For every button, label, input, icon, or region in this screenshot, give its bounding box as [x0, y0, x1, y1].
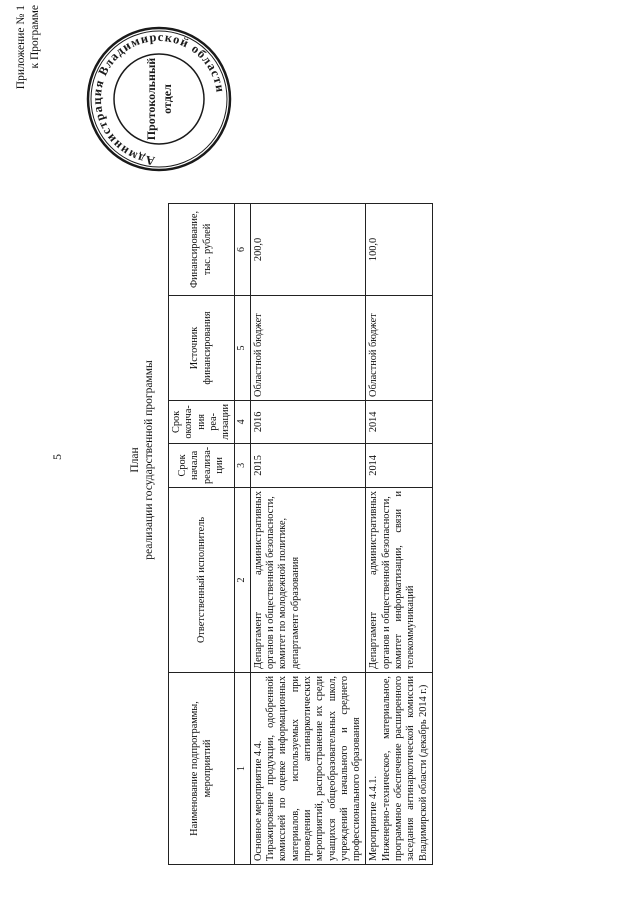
- funding-source: Областной бюджет: [250, 295, 366, 400]
- column-number: 5: [235, 295, 250, 400]
- start-year: 2014: [366, 443, 432, 487]
- start-year: 2015: [250, 443, 366, 487]
- column-number-row: [235, 203, 250, 864]
- funding-amount: 100,0: [366, 203, 432, 295]
- title-line-2: реализации государственной программы: [143, 360, 155, 560]
- appendix-line-1: Приложение № 1: [15, 5, 27, 90]
- seal-inner-text-2: отдел: [160, 84, 174, 114]
- end-year: 2016: [250, 400, 366, 443]
- seal-inner-ring: [114, 54, 204, 144]
- table-header-row: [169, 203, 235, 864]
- table-row: [250, 203, 366, 864]
- column-number: 1: [235, 673, 250, 865]
- seal-inner-text-1: Протокольный: [144, 57, 158, 141]
- executor: Департамент административных органов и общественной безопасности, комитет информатизации, связи и телекоммуникаций: [366, 488, 432, 673]
- funding-amount: 200,0: [250, 203, 366, 295]
- column-number: 2: [235, 488, 250, 673]
- title-line-1: План: [129, 447, 141, 473]
- table-row: [366, 203, 432, 864]
- measure-name: Основное мероприятие 4.4. Тиражирование продукции, одобренной комиссией по оценке информационных материалов, используемых при проведении антинаркотических мероприятий, распространение их среди учащихся общеобразовательных школ, учреждений начального и среднего профессионального образования: [250, 673, 366, 865]
- header-cell: Источник финансирования: [169, 295, 235, 400]
- measure-name: Мероприятие 4.4.1. Инженерно-техническое, материальное, программное обеспечение расширенного заседания антинаркотической комиссии Владимирской области (декабрь 2014 г.): [366, 673, 432, 865]
- column-number: 4: [235, 400, 250, 443]
- official-seal: [85, 25, 233, 173]
- appendix-line-2: к Программе: [29, 5, 41, 69]
- funding-source: Областной бюджет: [366, 295, 432, 400]
- column-number: 3: [235, 443, 250, 487]
- executor: Департамент административных органов и общественной безопасности, комитет по молодежной политике, департамент образования: [250, 488, 366, 673]
- header-cell: Финансирование, тыс. рублей: [169, 203, 235, 295]
- end-year: 2014: [366, 400, 432, 443]
- plan-table: [168, 203, 433, 865]
- column-number: 6: [235, 203, 250, 295]
- header-cell: Ответственный исполнитель: [169, 488, 235, 673]
- header-cell: Наименование подпрограммы, мероприятий: [169, 673, 235, 865]
- seal-outer-textpath: Администрация Владимирской области: [89, 29, 228, 168]
- page-number: 5: [50, 454, 64, 460]
- seal-outer-ring: [88, 28, 230, 170]
- header-cell: Срок начала реализа-ции: [169, 443, 235, 487]
- header-cell: Срок оконча-ния реа-лизации: [169, 400, 235, 443]
- appendix-note: [14, 5, 42, 89]
